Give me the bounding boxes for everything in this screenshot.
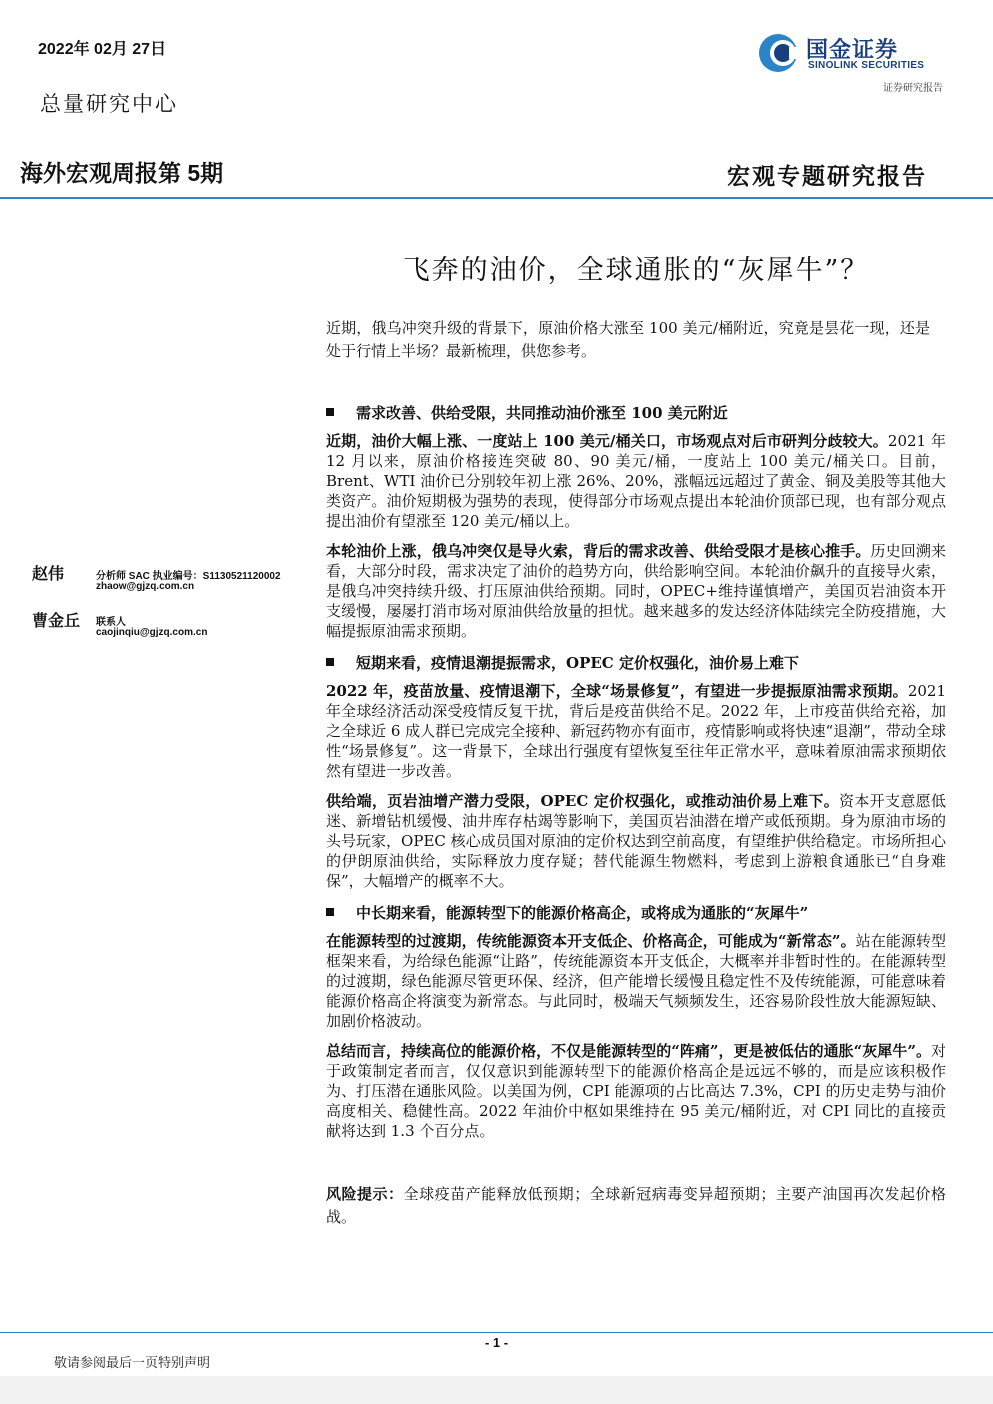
body-paragraph xyxy=(326,681,946,781)
paragraph-lead: 供给端，页岩油增产潜力受限，OPEC 定价权强化，或推动油价易上难下。 xyxy=(326,792,840,810)
report-type: 宏观专题研究报告 xyxy=(727,163,927,190)
footer-divider xyxy=(0,1332,993,1333)
bullet-square-icon xyxy=(326,658,334,666)
header-divider xyxy=(0,197,993,199)
footer-band xyxy=(0,1376,993,1404)
paragraph-text: 对于政策制定者而言，仅仅意识到能源转型下的能源价格高企是远远不够的，而是应该积极作为、打压潜在通胀风险。以美国为例，CPI 能源项的占比高达 7.3%，CPI 的历史走势与油价高度相关、稳健性高。2022 年油价中枢如果维持在 95 美元/桶附近，对 CPI 同比的直接贡献将达到 1.3 个百分点。 xyxy=(326,1042,946,1140)
paragraph-text: 资本开支意愿低迷、新增钻机缓慢、油井库存枯竭等影响下，美国页岩油潜在增产或低预期。身为原油市场的头号玩家，OPEC 核心成员国对原油的定价权达到空前高度，有望维护供给稳定。市场所担心的伊朗原油供给，实际释放力度存疑；替代能源生物燃料，考虑到上游粮食通胀已“自身难保”，大幅增产的概率不大。 xyxy=(326,792,946,890)
paragraph-lead: 总结而言，持续高位的能源价格，不仅是能源转型的“阵痛”，更是被低估的通胀“灰犀牛”。 xyxy=(326,1042,931,1060)
author-email[interactable]: zhaow@gjzq.com.cn xyxy=(96,581,195,592)
logo-name-en: SINOLINK SECURITIES xyxy=(808,60,925,71)
body-paragraph xyxy=(326,791,946,891)
bullet-square-icon xyxy=(326,408,334,416)
paragraph-text: 2021 年 12 月以来，原油价格接连突破 80、90 美元/桶，一度站上 100 美元/桶关口。目前，Brent、WTI 油价已分别较年初上涨 26%、20%，涨幅远远超过了黄金、铜及美股等其他大类资产。油价短期极为强势的表现，使得部分市场观点提出本轮油价顶部已现，也有部分观点提出油价有望涨至 120 美元/桶以上。 xyxy=(326,432,946,530)
paragraph-text: 站在能源转型框架来看，为给绿色能源“让路”，传统能源资本开支低企，大概率并非暂时性的。在能源转型的过渡期，绿色能源尽管更环保、经济，但产能增长缓慢且稳定性不及传统能源，可能意味着能源价格高企将演变为新常态。与此同时，极端天气频频发生，还容易阶段性放大能源短缺、加剧价格波动。 xyxy=(326,932,946,1030)
logo-name-cn: 国金证券 xyxy=(806,37,899,62)
paragraph-lead: 本轮油价上涨，俄乌冲突仅是导火索，背后的需求改善、供给受限才是核心推手。 xyxy=(326,542,871,560)
paragraph-text: 历史回溯来看，大部分时段，需求决定了油价的趋势方向，供给影响空间。本轮油价飙升的直接导火索，是俄乌冲突持续升级、打压原油供给预期。同时，OPEC+维持谨慎增产，美国页岩油资本开支缓慢，屡屡打消市场对原油供给放量的担忧。越来越多的发达经济体陆续完全防疫措施，大幅提振原油需求预期。 xyxy=(326,542,946,640)
logo-subtitle: 证券研究报告 xyxy=(883,83,943,94)
report-title: 飞奔的油价，全球通胀的“灰犀牛”？ xyxy=(402,255,870,286)
risk-label: 风险提示： xyxy=(326,1185,404,1203)
body-paragraph xyxy=(326,541,946,641)
paragraph-lead: 近期，油价大幅上涨、一度站上 100 美元/桶关口，市场观点对后市研判分歧较大。 xyxy=(326,432,888,450)
paragraph-lead: 2022 年，疫苗放量、疫情退潮下，全球“场景修复”，有望进一步提振原油需求预期。 xyxy=(326,682,908,700)
report-date: 2022年 02月 27日 xyxy=(38,41,167,58)
section-heading: 短期来看，疫情退潮提振需求，OPEC 定价权强化，油价易上难下 xyxy=(326,652,946,673)
author-name: 赵伟 xyxy=(32,564,65,583)
author-credential: 分析师 SAC 执业编号：S1130521120002 xyxy=(96,571,281,582)
page-number: - 1 - xyxy=(484,1335,509,1350)
section-heading: 需求改善、供给受限，共同推动油价涨至 100 美元附近 xyxy=(326,402,946,423)
section-heading: 中长期来看，能源转型下的能源价格高企，或将成为通胀的“灰犀牛” xyxy=(326,902,946,923)
body-paragraph xyxy=(326,931,946,1031)
intro-paragraph: 近期，俄乌冲突升级的背景下，原油价格大涨至 100 美元/桶附近，究竟是昙花一现，还是处于行情上半场？最新梳理，供您参考。 xyxy=(326,319,930,360)
disclaimer-note: 敬请参阅最后一页特别声明 xyxy=(54,1356,211,1371)
body-paragraph xyxy=(326,1041,946,1141)
research-center: 总量研究中心 xyxy=(40,92,178,116)
body-paragraph xyxy=(326,431,946,531)
risk-text: 全球疫苗产能释放低预期；全球新冠病毒变异超预期；主要产油国再次发起价格战。 xyxy=(326,1185,946,1226)
paragraph-lead: 在能源转型的过渡期，传统能源资本开支低企、价格高企，可能成为“新常态”。 xyxy=(326,932,856,950)
logo-emblem-icon xyxy=(756,30,804,76)
author-name: 曹金丘 xyxy=(32,611,81,630)
risk-warning xyxy=(326,1183,946,1229)
author-email[interactable]: caojinqiu@gjzq.com.cn xyxy=(96,627,208,638)
author-role: 联系人 xyxy=(96,617,126,628)
paragraph-text: 2021 年全球经济活动深受疫情反复干扰，背后是疫苗供给不足。2022 年，上市疫苗供给充裕，加之全球近 6 成人群已完成完全接种、新冠药物亦有面市，疫情影响或将快速“退潮”，带动全球性“场景修复”。这一背景下，全球出行强度有望恢复至往年正常水平，意味着原油需求预期依然有望进一步改善。 xyxy=(326,682,946,780)
series-title: 海外宏观周报第 5期 xyxy=(20,160,224,186)
bullet-square-icon xyxy=(326,908,334,916)
